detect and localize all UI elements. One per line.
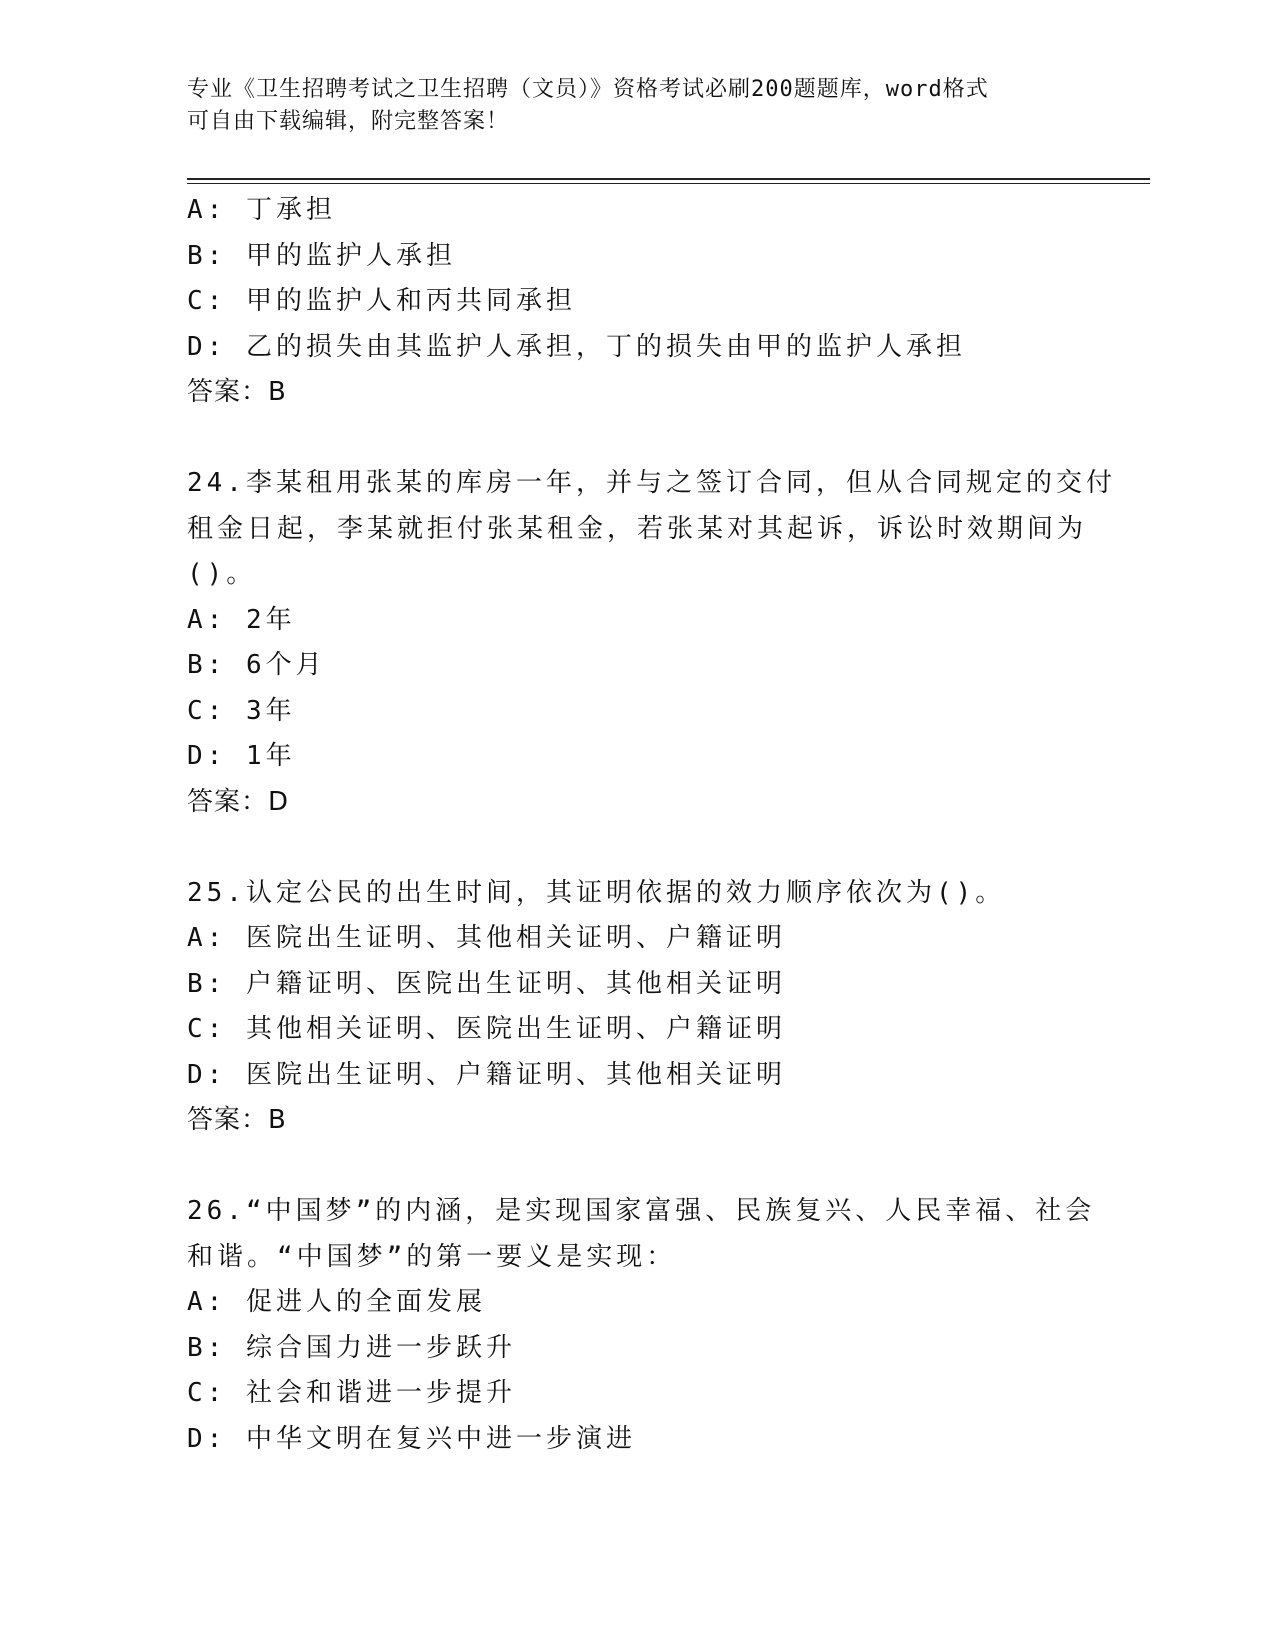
option-a: A: 医院出生证明、其他相关证明、户籍证明 bbox=[187, 923, 786, 953]
option-d: D: 医院出生证明、户籍证明、其他相关证明 bbox=[187, 1059, 786, 1090]
question-stem-line: 25.认定公民的出生时间，其证明依据的效力顺序依次为()。 bbox=[187, 877, 1006, 908]
option-c: C: 3年 bbox=[187, 695, 296, 726]
question-25 bbox=[187, 871, 1087, 1144]
answer: 答案：B bbox=[187, 377, 287, 407]
option-b: B: 户籍证明、医院出生证明、其他相关证明 bbox=[187, 968, 786, 999]
option-a: A: 丁承担 bbox=[187, 195, 336, 225]
option-b: B: 6个月 bbox=[187, 650, 326, 680]
spacer bbox=[187, 416, 1087, 462]
spacer bbox=[187, 825, 1087, 871]
question-24 bbox=[187, 461, 1116, 825]
option-a: A: 促进人的全面发展 bbox=[187, 1287, 486, 1317]
header-divider-thin bbox=[187, 183, 1150, 184]
question-stem-line: 26.“中国梦”的内涵，是实现国家富强、民族复兴、人民幸福、社会 bbox=[187, 1196, 1096, 1226]
option-d: D: 1年 bbox=[187, 741, 296, 771]
option-b: B: 甲的监护人承担 bbox=[187, 240, 456, 271]
question-stem-line: 租金日起，李某就拒付张某租金，若张某对其起诉，诉讼时效期间为 bbox=[187, 513, 1088, 544]
spacer bbox=[187, 1144, 1087, 1190]
option-c: C: 社会和谐进一步提升 bbox=[187, 1378, 516, 1408]
header-line-1: 专业《卫生招聘考试之卫生招聘（文员）》资格考试必刷200题题库，word格式 bbox=[187, 77, 989, 102]
answer: 答案：B bbox=[187, 1105, 287, 1135]
option-d: D: 中华文明在复兴中进一步演进 bbox=[187, 1423, 636, 1454]
header-divider-thick bbox=[187, 178, 1150, 180]
answer: 答案：D bbox=[187, 786, 290, 817]
question-26 bbox=[187, 1189, 1096, 1462]
option-a: A: 2年 bbox=[187, 604, 296, 635]
document-header bbox=[187, 74, 1087, 138]
question-stem-line: 24.李某租用张某的库房一年，并与之签订合同，但从合同规定的交付 bbox=[187, 468, 1116, 498]
option-b: B: 综合国力进一步跃升 bbox=[187, 1332, 516, 1363]
question-stem-line: ()。 bbox=[187, 559, 257, 589]
option-d: D: 乙的损失由其监护人承担，丁的损失由甲的监护人承担 bbox=[187, 331, 966, 362]
option-c: C: 其他相关证明、医院出生证明、户籍证明 bbox=[187, 1014, 786, 1044]
question-stem-line: 和谐。“中国梦”的第一要义是实现： bbox=[187, 1241, 677, 1272]
question-list bbox=[187, 188, 1116, 1462]
header-line-2: 可自由下载编辑，附完整答案！ bbox=[187, 109, 510, 134]
option-c: C: 甲的监护人和丙共同承担 bbox=[187, 286, 576, 316]
question-23 bbox=[187, 188, 1087, 416]
